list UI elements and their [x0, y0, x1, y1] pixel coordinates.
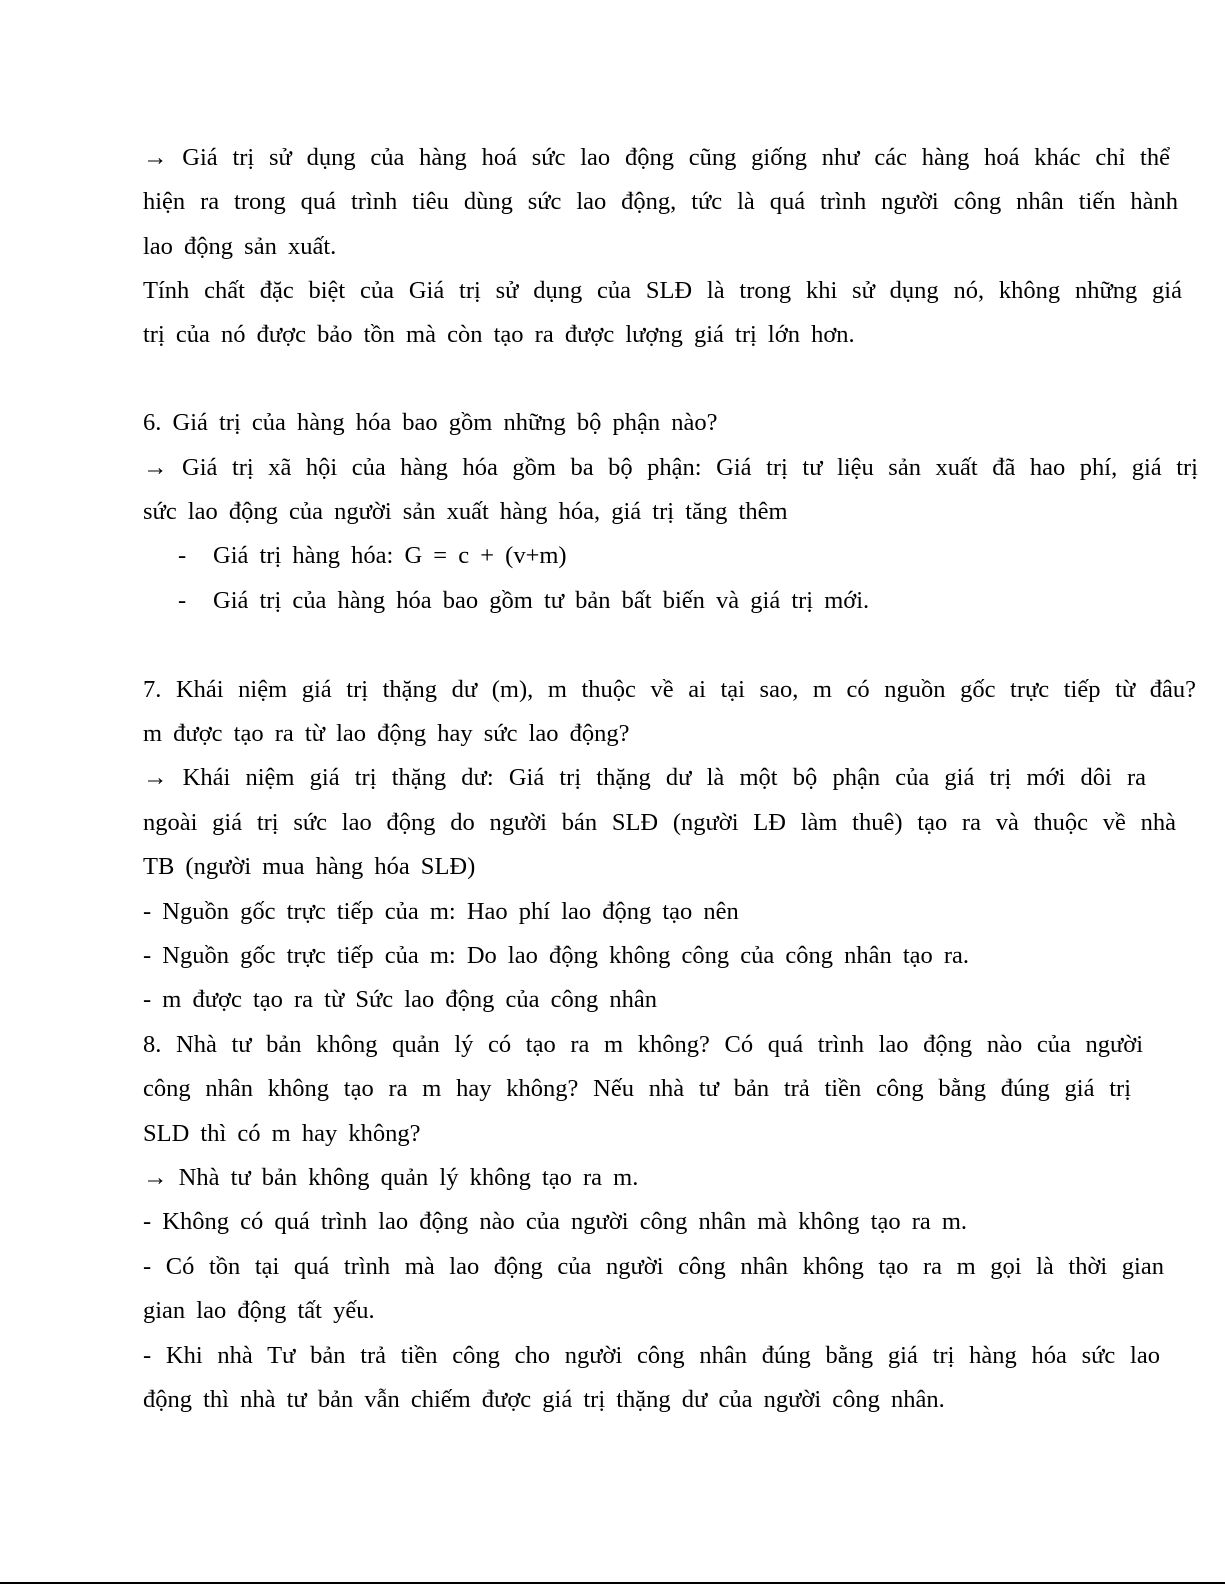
text-line: - Không có quá trình lao động nào của người công nhân mà không tạo ra m. — [143, 1208, 968, 1235]
text-line: ngoài giá trị sức lao động do người bán SLĐ (người LĐ làm thuê) tạo ra và thuộc về nhà — [143, 809, 1176, 836]
text-line: - Nguồn gốc trực tiếp của m: Do lao động không công của công nhân tạo ra. — [143, 942, 970, 969]
text-line: Tính chất đặc biệt của Giá trị sử dụng của SLĐ là trong khi sử dụng nó, không những giá — [143, 277, 1182, 304]
text-line: → Giá trị sử dụng của hàng hoá sức lao động cũng giống như các hàng hoá khác chỉ thể — [143, 144, 1170, 171]
page-bottom-border — [0, 1582, 1225, 1584]
text-line: hiện ra trong quá trình tiêu dùng sức lao động, tức là quá trình người công nhân tiến hành — [143, 188, 1178, 215]
list-dash: - — [178, 587, 187, 614]
text-line: - m được tạo ra từ Sức lao động của công nhân — [143, 986, 657, 1013]
list-item: Giá trị hàng hóa: G = c + (v+m) — [213, 542, 567, 569]
text-line: → Nhà tư bản không quản lý không tạo ra m. — [143, 1164, 639, 1191]
list-dash: - — [178, 542, 187, 569]
question-heading: m được tạo ra từ lao động hay sức lao động? — [143, 720, 630, 747]
text-line: - Khi nhà Tư bản trả tiền công cho người công nhân đúng bằng giá trị hàng hóa sức lao — [143, 1342, 1160, 1369]
text-line: động thì nhà tư bản vẫn chiếm được giá trị thặng dư của người công nhân. — [143, 1386, 945, 1413]
text-line: → Giá trị xã hội của hàng hóa gồm ba bộ phận: Giá trị tư liệu sản xuất đã hao phí, giá trị — [143, 454, 1198, 481]
text-line: → Khái niệm giá trị thặng dư: Giá trị thặng dư là một bộ phận của giá trị mới dôi ra — [143, 764, 1146, 791]
text-line: - Có tồn tại quá trình mà lao động của người công nhân không tạo ra m gọi là thời gian — [143, 1253, 1164, 1280]
question-heading: 7. Khái niệm giá trị thặng dư (m), m thuộc về ai tại sao, m có nguồn gốc trực tiếp từ đâu? — [143, 676, 1196, 703]
text-line: lao động sản xuất. — [143, 233, 337, 260]
text-line: gian lao động tất yếu. — [143, 1297, 375, 1324]
question-heading: 6. Giá trị của hàng hóa bao gồm những bộ phận nào? — [143, 409, 718, 436]
question-heading: SLD thì có m hay không? — [143, 1120, 421, 1147]
question-heading: công nhân không tạo ra m hay không? Nếu nhà tư bản trả tiền công bằng đúng giá trị — [143, 1075, 1131, 1102]
question-heading: 8. Nhà tư bản không quản lý có tạo ra m không? Có quá trình lao động nào của người — [143, 1031, 1143, 1058]
text-line: - Nguồn gốc trực tiếp của m: Hao phí lao động tạo nên — [143, 898, 739, 925]
text-line: sức lao động của người sản xuất hàng hóa, giá trị tăng thêm — [143, 498, 788, 525]
text-line: TB (người mua hàng hóa SLĐ) — [143, 853, 476, 880]
list-item: Giá trị của hàng hóa bao gồm tư bản bất biến và giá trị mới. — [213, 587, 870, 614]
text-line: trị của nó được bảo tồn mà còn tạo ra được lượng giá trị lớn hơn. — [143, 321, 855, 348]
